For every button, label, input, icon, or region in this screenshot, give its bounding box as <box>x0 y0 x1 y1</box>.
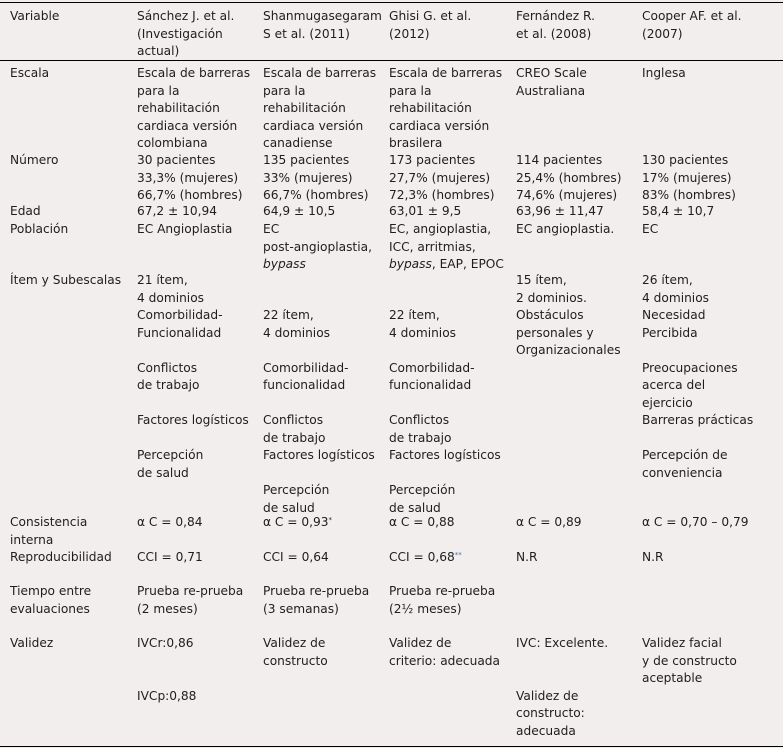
row-label-reproducibilidad: Reproducibilidad <box>10 550 112 564</box>
validez-col5-l1: Validez facial <box>642 636 722 650</box>
validez-col3-l2: criterio: adecuada <box>389 653 501 668</box>
escala-col4-l2: Australiana <box>516 83 586 98</box>
edad-col4: 63,96 ± 11,47 <box>516 204 604 218</box>
header-col1-l3: actual) <box>137 44 180 58</box>
item-col1-i: de salud <box>137 465 189 480</box>
item-col3-c: Comorbilidad- <box>389 360 475 375</box>
item-col3-d: funcionalidad <box>389 378 472 392</box>
validez-col3 <box>389 635 509 670</box>
tiempo-col1-l2: (2 meses) <box>137 601 198 616</box>
escala-col5 <box>642 65 780 83</box>
item-col4-l3: Obstáculos <box>516 308 584 322</box>
item-col1-e: Conflictos <box>137 360 198 375</box>
item-col5-d: Percibida <box>642 325 698 340</box>
escala-col4-l1: CREO Scale <box>516 66 587 80</box>
validez-col3-l1: Validez de <box>389 636 452 650</box>
item-col2-g: Factores logísticos <box>263 448 375 462</box>
escala-col1 <box>137 65 255 153</box>
header-variable <box>10 8 130 26</box>
reproducibilidad-col4: N.R <box>516 550 538 564</box>
item-col5-j: conveniencia <box>642 465 723 480</box>
validez-col2-l2: constructo <box>263 653 328 668</box>
poblacion-col2-l1: EC <box>263 222 280 236</box>
poblacion-col3 <box>389 221 509 274</box>
consistencia-label-l2: interna <box>10 532 54 547</box>
numero-col5 <box>642 152 780 205</box>
item-col5-g: ejercicio <box>642 395 693 410</box>
row-label-edad: Edad <box>10 204 41 218</box>
reproducibilidad-col1: CCI = 0,71 <box>137 550 203 564</box>
item-col5 <box>642 272 780 482</box>
consistencia-col2 <box>263 514 383 532</box>
item-col5-e: Preocupaciones <box>642 360 738 375</box>
numero-col5-l2: 17% (mujeres) <box>642 170 732 185</box>
footnote-mark: * <box>328 516 333 524</box>
item-col2-e: Conflictos <box>263 413 324 427</box>
tiempo-col3-l1: Prueba re-prueba <box>389 584 496 598</box>
table-header-rule <box>0 60 783 61</box>
escala-col1-l2: para la <box>137 83 180 98</box>
escala-col4 <box>516 65 636 100</box>
numero-col5-l3: 83% (hombres) <box>642 188 736 202</box>
validez-col4-b1: Validez de <box>516 688 579 703</box>
escala-col2-l5: canadiense <box>263 136 333 150</box>
item-col1-g: Factores logísticos <box>137 413 249 427</box>
table-bottom-rule <box>0 746 783 747</box>
item-col2-c: Comorbilidad- <box>263 360 349 375</box>
reproducibilidad-col3-value: CCI = 0,68 <box>389 550 455 564</box>
edad-col5: 58,4 ± 10,7 <box>642 204 715 218</box>
item-col5-a: 26 ítem, <box>642 273 693 287</box>
escala-col3-l1: Escala de barreras <box>389 66 503 80</box>
consistencia-col1: α C = 0,84 <box>137 515 203 529</box>
validez-col5 <box>642 635 780 688</box>
escala-col3 <box>389 65 509 153</box>
escala-col3-l4: cardiaca versión <box>389 118 490 133</box>
escala-col3-l3: rehabilitación <box>389 101 472 115</box>
consistencia-col2-value: α C = 0,93 <box>263 515 329 529</box>
numero-col2 <box>263 152 383 205</box>
numero-col1-l2: 33,3% (mujeres) <box>137 170 239 185</box>
header-col4-l2: et al. (2008) <box>516 26 592 41</box>
header-col3-l2: (2012) <box>389 26 430 41</box>
edad-col2: 64,9 ± 10,5 <box>263 204 336 218</box>
poblacion-col4: EC angioplastia. <box>516 222 615 236</box>
validez-col1-b: IVCp:0,88 <box>137 688 197 703</box>
poblacion-col2-l3: bypass <box>263 257 306 271</box>
validez-col2-l1: Validez de <box>263 636 326 650</box>
validez-col4-b2: constructo: <box>516 706 585 720</box>
numero-col2-l2: 33% (mujeres) <box>263 170 353 185</box>
consistencia-col4: α C = 0,89 <box>516 515 582 529</box>
escala-col3-l2: para la <box>389 83 432 98</box>
escala-col1-l3: rehabilitación <box>137 101 220 115</box>
row-label-validez: Validez <box>10 636 54 650</box>
tiempo-label-l2: evaluaciones <box>10 601 90 616</box>
escala-col2-l1: Escala de barreras <box>263 66 377 80</box>
escala-col1-l1: Escala de barreras <box>137 66 251 80</box>
numero-col1 <box>137 152 255 205</box>
item-col5-c: Necesidad <box>642 308 706 322</box>
reproducibilidad-col2: CCI = 0,64 <box>263 550 329 564</box>
header-col4 <box>516 8 636 43</box>
item-col3-e: Conflictos <box>389 413 450 427</box>
escala-col2-l3: rehabilitación <box>263 101 346 115</box>
header-col5-l1: Cooper AF. et al. <box>642 9 742 23</box>
escala-col1-l4: cardiaca versión <box>137 118 238 133</box>
item-col4-l1: 15 ítem, <box>516 273 567 287</box>
item-col4-l4: personales y <box>516 325 594 340</box>
header-col2 <box>263 8 383 43</box>
item-col3-f: de trabajo <box>389 430 452 445</box>
header-col5-l2: (2007) <box>642 26 683 41</box>
item-col2 <box>263 272 383 517</box>
reproducibilidad-col5: N.R <box>642 550 664 564</box>
validez-col5-l2: y de constructo <box>642 653 737 668</box>
validez-col4 <box>516 635 636 740</box>
tiempo-col2 <box>263 583 383 618</box>
tiempo-label-l1: Tiempo entre <box>10 584 92 598</box>
row-label-consistencia <box>10 514 130 549</box>
edad-col1: 67,2 ± 10,94 <box>137 204 217 218</box>
numero-col2-l1: 135 pacientes <box>263 153 350 167</box>
numero-col2-l3: 66,7% (hombres) <box>263 188 369 202</box>
validez-col1 <box>137 635 255 705</box>
numero-col3-l2: 27,7% (mujeres) <box>389 170 491 185</box>
tiempo-col1-l1: Prueba re-prueba <box>137 584 244 598</box>
escala-col3-l5: brasilera <box>389 136 443 150</box>
header-col1 <box>137 8 255 61</box>
validez-col2 <box>263 635 383 670</box>
item-col2-d: funcionalidad <box>263 378 346 392</box>
escala-col2-l2: para la <box>263 83 306 98</box>
tiempo-col2-l2: (3 semanas) <box>263 601 339 616</box>
row-label-numero: Número <box>10 153 59 167</box>
header-col4-l1: Fernández R. <box>516 9 595 23</box>
escala-col1-l5: colombiana <box>137 136 208 150</box>
tiempo-col2-l1: Prueba re-prueba <box>263 584 370 598</box>
poblacion-col3-l2: ICC, arritmias, <box>389 239 476 254</box>
tiempo-col3-l2: (2½ meses) <box>389 601 462 616</box>
item-col1-h: Percepción <box>137 448 204 462</box>
numero-col3-l1: 173 pacientes <box>389 153 476 167</box>
header-col3-l1: Ghisi G. et al. <box>389 9 472 23</box>
edad-col3: 63,01 ± 9,5 <box>389 204 462 218</box>
item-col1 <box>137 272 255 482</box>
row-label-item: Ítem y Subescalas <box>10 273 122 287</box>
consistencia-col5: α C = 0,70 – 0,79 <box>642 515 749 529</box>
footnote-link[interactable]: ** <box>454 551 462 559</box>
poblacion-col3-bypass: bypass <box>389 257 432 271</box>
poblacion-col2-l2: post-angioplastia, <box>263 239 372 254</box>
table-top-rule <box>0 2 783 3</box>
item-col4-l2: 2 dominios. <box>516 290 587 305</box>
item-col2-b: 4 dominios <box>263 325 330 340</box>
item-col4-l5: Organizacionales <box>516 343 621 357</box>
validez-col5-l3: aceptable <box>642 671 703 685</box>
item-col1-c: Comorbilidad- <box>137 308 223 322</box>
numero-col3-l3: 72,3% (hombres) <box>389 188 495 202</box>
item-col1-b: 4 dominios <box>137 290 204 305</box>
poblacion-col3-l1: EC, angioplastia, <box>389 222 492 236</box>
item-col1-f: de trabajo <box>137 378 200 392</box>
item-col1-d: Funcionalidad <box>137 325 222 340</box>
header-col2-l2: S et al. (2011) <box>263 26 350 41</box>
poblacion-col1: EC Angioplastia <box>137 222 233 236</box>
tiempo-col3 <box>389 583 509 618</box>
poblacion-col3-rest: , EAP, EPOC <box>431 257 504 271</box>
numero-col4 <box>516 152 636 205</box>
item-col3-i: de salud <box>389 500 441 515</box>
item-col3-b: 4 dominios <box>389 325 456 340</box>
item-col3 <box>389 272 509 517</box>
item-col3-g: Factores logísticos <box>389 448 501 462</box>
item-col5-i: Percepción de <box>642 448 728 462</box>
consistencia-col3: α C = 0,88 <box>389 515 455 529</box>
header-col3 <box>389 8 509 43</box>
item-col4 <box>516 272 636 360</box>
item-col2-a: 22 ítem, <box>263 308 314 322</box>
row-label-tiempo <box>10 583 130 618</box>
poblacion-col2 <box>263 221 383 274</box>
item-col2-i: de salud <box>263 500 315 515</box>
poblacion-col5: EC <box>642 222 659 236</box>
item-col3-a: 22 ítem, <box>389 308 440 322</box>
validez-col4-b3: adecuada <box>516 723 576 738</box>
item-col3-h: Percepción <box>389 483 456 497</box>
validez-col1-a: IVCr:0,86 <box>137 636 194 650</box>
validez-col4-a: IVC: Excelente. <box>516 636 609 650</box>
numero-col4-l1: 114 pacientes <box>516 153 603 167</box>
item-col2-h: Percepción <box>263 483 330 497</box>
consistencia-label-l1: Consistencia <box>10 515 88 529</box>
reproducibilidad-col3 <box>389 549 509 567</box>
escala-col5-l1: Inglesa <box>642 66 686 80</box>
row-label-escala: Escala <box>10 66 50 80</box>
tiempo-col1 <box>137 583 255 618</box>
escala-col2 <box>263 65 383 153</box>
row-label-poblacion: Población <box>10 222 69 236</box>
item-col2-f: de trabajo <box>263 430 326 445</box>
item-col1-a: 21 ítem, <box>137 273 188 287</box>
item-col5-b: 4 dominios <box>642 290 709 305</box>
header-col1-l1: Sánchez J. et al. <box>137 9 235 23</box>
item-col5-f: acerca del <box>642 378 706 392</box>
poblacion-col3-l3 <box>389 256 509 274</box>
numero-col4-l3: 74,6% (mujeres) <box>516 188 618 202</box>
header-col5 <box>642 8 780 43</box>
header-col1-l2: (Investigación <box>137 26 223 41</box>
item-col5-h: Barreras prácticas <box>642 413 754 427</box>
numero-col1-l1: 30 pacientes <box>137 153 216 167</box>
escala-col2-l4: cardiaca versión <box>263 118 364 133</box>
numero-col3 <box>389 152 509 205</box>
numero-col5-l1: 130 pacientes <box>642 153 729 167</box>
header-col2-l1: Shanmugasegaram <box>263 9 382 23</box>
numero-col4-l2: 25,4% (hombres) <box>516 170 622 185</box>
numero-col1-l3: 66,7% (hombres) <box>137 188 243 202</box>
header-variable-text: Variable <box>10 9 60 23</box>
